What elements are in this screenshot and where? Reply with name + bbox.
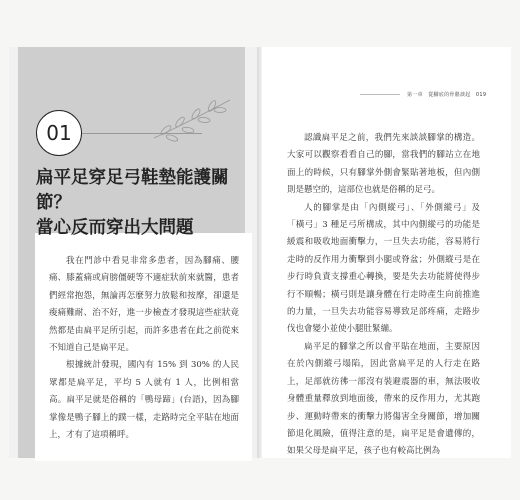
- running-head: 第一章 從腳底的骨骼談起 019: [407, 92, 487, 98]
- right-body-text: [287, 130, 480, 461]
- paragraph: 根據統計發現，國內有 15% 到 30% 的人民眾都是扁平足，平均 5 人就有 1 人，比例相當高。扁平足就是俗稱的「鴨母蹄」(台語)，因為腳掌像是鴨子腳上的蹼一樣，走路時完全平貼在地面上，才有了這項稱呼。: [49, 360, 239, 441]
- chapter-title: [36, 166, 254, 241]
- paragraph: 我在門診中看見非常多患者，因為腳痛、腰痛、膝蓋痛或肩膀僵硬等不適症狀前來就醫，患者們經常抱怨，無論再怎麼努力放鬆和按摩，卻還是痠痛難耐、治不好，進一步檢查才發現這些症狀竟然都是由扁平足所引起，而許多患者在此之前從來不知道自己是扁平足。: [49, 256, 239, 354]
- chapter-title-line-2: 當心反而穿出大問題: [36, 218, 194, 238]
- chapter-number-badge: 01: [36, 110, 82, 156]
- leaf-decoration-icon: [152, 96, 232, 146]
- chapter-divider: [82, 133, 202, 134]
- chapter-title-line-1: 扁平足穿足弓鞋墊能護關節？: [36, 168, 229, 213]
- paragraph: 人的腳掌是由「內側縱弓」、「外側縱弓」及「橫弓」3 種足弓所構成，其中內側縱弓的功能是緩震和吸收地面衝擊力，一旦失去功能，容易將行走時的反作用力衝擊到小腿或脊盆；外側縱弓是在步行時負責支撐重心轉換，要是失去功能將使得步行不順暢；橫弓則是讓身體在行走時產生向前推進的力量，一旦失去功能容易導致足部疼痛，走路步伐也會變小並使小腿肚緊繃。: [287, 202, 480, 335]
- paragraph: 扁平足的腳掌之所以會平貼在地面，主要原因在於內側縱弓塌陷，因此當扁平足的人行走在路上，足部就彷彿一部沒有裝避震器的車，無法吸收身體重量釋放到地面後，帶來的反作用力，尤其跑步、運動時帶來的衝擊力將傷害全身關節，增加關節退化風險，值得注意的是，扁平足是會遺傳的，如果父母是扁平足，孩子也有較高比例為: [287, 341, 480, 457]
- header-rule: [360, 94, 400, 95]
- left-body-text: [49, 253, 239, 444]
- paragraph: 認識扁平足之前，我們先來談談腳掌的構造。大家可以觀察看看自己的腳，當我們的腳站立在地面上的時候，只有腳掌外側會緊貼著地板，但內側則是懸空的，這部位也就是俗稱的足弓。: [287, 133, 480, 196]
